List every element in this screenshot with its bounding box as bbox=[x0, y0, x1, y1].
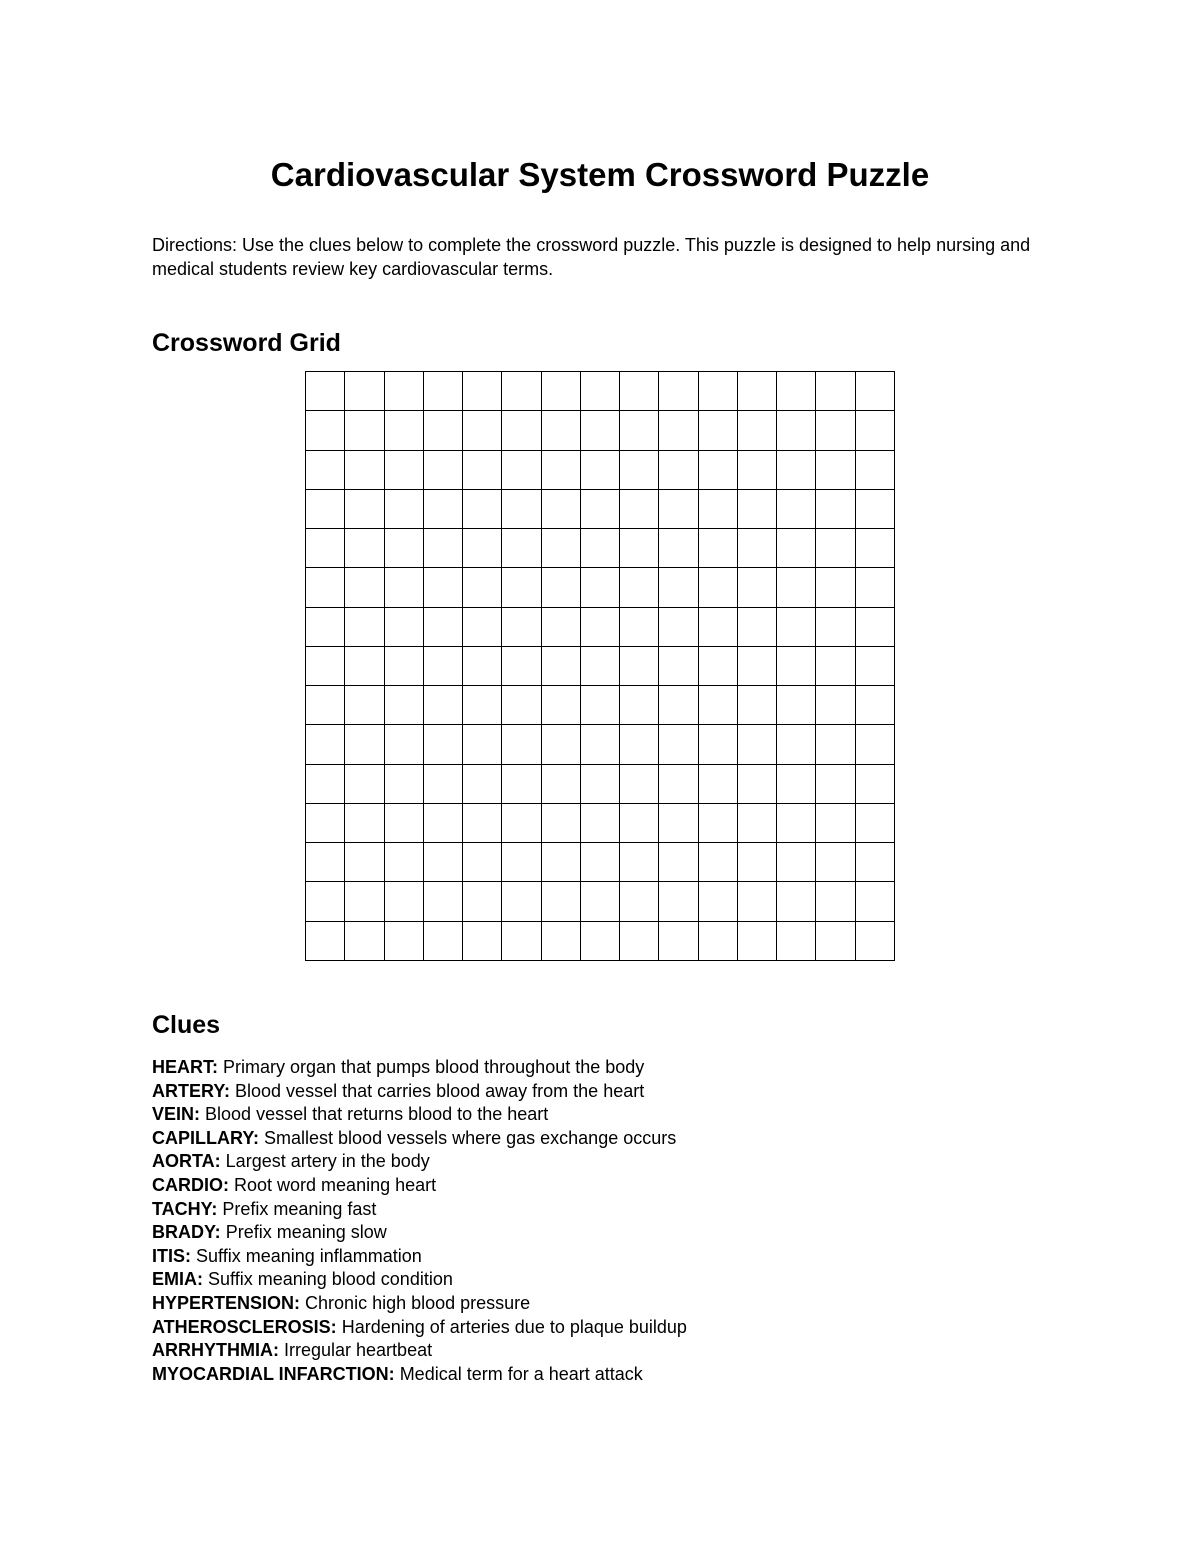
grid-cell[interactable] bbox=[856, 647, 895, 686]
grid-cell[interactable] bbox=[306, 608, 345, 647]
grid-cell[interactable] bbox=[542, 765, 581, 804]
grid-cell[interactable] bbox=[345, 608, 384, 647]
grid-cell[interactable] bbox=[424, 451, 463, 490]
grid-cell[interactable] bbox=[777, 922, 816, 961]
grid-cell[interactable] bbox=[777, 647, 816, 686]
grid-cell[interactable] bbox=[542, 882, 581, 921]
grid-cell[interactable] bbox=[816, 804, 855, 843]
grid-cell[interactable] bbox=[738, 490, 777, 529]
grid-cell[interactable] bbox=[738, 608, 777, 647]
clue-item bbox=[152, 1268, 1052, 1292]
grid-cell[interactable] bbox=[620, 686, 659, 725]
grid-cell[interactable] bbox=[777, 882, 816, 921]
clue-item bbox=[152, 1245, 1052, 1269]
crossword-grid bbox=[305, 371, 895, 961]
grid-cell[interactable] bbox=[620, 843, 659, 882]
grid-cell[interactable] bbox=[502, 411, 541, 450]
grid-cell[interactable] bbox=[816, 882, 855, 921]
grid-cell[interactable] bbox=[659, 372, 698, 411]
grid-cell[interactable] bbox=[306, 725, 345, 764]
grid-cell[interactable] bbox=[738, 843, 777, 882]
clue-term: TACHY: bbox=[152, 1198, 218, 1219]
grid-cell[interactable] bbox=[502, 843, 541, 882]
grid-cell[interactable] bbox=[659, 608, 698, 647]
grid-cell[interactable] bbox=[463, 608, 502, 647]
grid-cell[interactable] bbox=[816, 647, 855, 686]
grid-cell[interactable] bbox=[581, 765, 620, 804]
grid-cell[interactable] bbox=[581, 922, 620, 961]
grid-cell[interactable] bbox=[306, 372, 345, 411]
clue-term: CARDIO: bbox=[152, 1174, 229, 1195]
clue-item bbox=[152, 1103, 1052, 1127]
grid-cell[interactable] bbox=[620, 490, 659, 529]
grid-cell[interactable] bbox=[345, 490, 384, 529]
grid-cell[interactable] bbox=[385, 804, 424, 843]
grid-cell[interactable] bbox=[659, 765, 698, 804]
grid-cell[interactable] bbox=[620, 372, 659, 411]
grid-cell[interactable] bbox=[306, 882, 345, 921]
grid-cell[interactable] bbox=[738, 882, 777, 921]
grid-cell[interactable] bbox=[424, 765, 463, 804]
grid-cell[interactable] bbox=[581, 529, 620, 568]
grid-cell[interactable] bbox=[502, 922, 541, 961]
clue-term: ARTERY: bbox=[152, 1080, 230, 1101]
grid-cell[interactable] bbox=[777, 411, 816, 450]
clue-definition: Prefix meaning slow bbox=[225, 1222, 387, 1243]
grid-cell[interactable] bbox=[306, 804, 345, 843]
grid-cell[interactable] bbox=[659, 490, 698, 529]
grid-cell[interactable] bbox=[777, 843, 816, 882]
grid-cell[interactable] bbox=[620, 882, 659, 921]
grid-cell[interactable] bbox=[777, 765, 816, 804]
clue-definition: Chronic high blood pressure bbox=[305, 1292, 531, 1313]
grid-cell[interactable] bbox=[345, 804, 384, 843]
clue-item bbox=[152, 1198, 1052, 1222]
grid-cell[interactable] bbox=[306, 490, 345, 529]
clue-term: BRADY: bbox=[152, 1222, 221, 1243]
grid-cell[interactable] bbox=[659, 843, 698, 882]
grid-cell[interactable] bbox=[699, 882, 738, 921]
grid-cell[interactable] bbox=[542, 843, 581, 882]
grid-cell[interactable] bbox=[542, 451, 581, 490]
grid-cell[interactable] bbox=[777, 725, 816, 764]
grid-cell[interactable] bbox=[856, 372, 895, 411]
grid-cell[interactable] bbox=[816, 843, 855, 882]
clue-definition: Suffix meaning inflammation bbox=[196, 1245, 422, 1266]
grid-cell[interactable] bbox=[581, 647, 620, 686]
clue-definition: Hardening of arteries due to plaque buildup bbox=[341, 1316, 687, 1337]
clue-term: AORTA: bbox=[152, 1151, 221, 1172]
grid-cell[interactable] bbox=[738, 765, 777, 804]
grid-cell[interactable] bbox=[345, 372, 384, 411]
grid-cell[interactable] bbox=[385, 608, 424, 647]
grid-cell[interactable] bbox=[306, 647, 345, 686]
grid-cell[interactable] bbox=[816, 490, 855, 529]
grid-cell[interactable] bbox=[856, 804, 895, 843]
grid-cell[interactable] bbox=[659, 451, 698, 490]
directions-text: Directions: Use the clues below to complete the crossword puzzle. This puzzle is designed to help nursing and medical students review key cardiovascular terms. bbox=[152, 235, 1031, 279]
grid-cell[interactable] bbox=[345, 725, 384, 764]
grid-cell[interactable] bbox=[502, 529, 541, 568]
grid-cell[interactable] bbox=[424, 804, 463, 843]
grid-cell[interactable] bbox=[463, 529, 502, 568]
grid-heading: Crossword Grid bbox=[152, 329, 341, 357]
grid-cell[interactable] bbox=[738, 647, 777, 686]
clue-term: MYOCARDIAL INFARCTION: bbox=[152, 1363, 395, 1384]
grid-cell[interactable] bbox=[306, 843, 345, 882]
grid-cell[interactable] bbox=[463, 372, 502, 411]
grid-cell[interactable] bbox=[581, 608, 620, 647]
grid-cell[interactable] bbox=[620, 568, 659, 607]
grid-cell[interactable] bbox=[463, 568, 502, 607]
grid-cell[interactable] bbox=[581, 568, 620, 607]
clue-definition: Prefix meaning fast bbox=[222, 1198, 377, 1219]
grid-cell[interactable] bbox=[816, 568, 855, 607]
grid-cell[interactable] bbox=[856, 765, 895, 804]
grid-cell[interactable] bbox=[659, 529, 698, 568]
grid-cell[interactable] bbox=[620, 725, 659, 764]
grid-cell[interactable] bbox=[385, 765, 424, 804]
clue-term: CAPILLARY: bbox=[152, 1127, 259, 1148]
grid-cell[interactable] bbox=[581, 804, 620, 843]
grid-cell[interactable] bbox=[699, 490, 738, 529]
grid-cell[interactable] bbox=[385, 843, 424, 882]
grid-cell[interactable] bbox=[581, 451, 620, 490]
grid-cell[interactable] bbox=[542, 529, 581, 568]
grid-cell[interactable] bbox=[345, 647, 384, 686]
clue-term: ITIS: bbox=[152, 1245, 191, 1266]
clue-item bbox=[152, 1127, 1052, 1151]
grid-cell[interactable] bbox=[463, 411, 502, 450]
grid-cell[interactable] bbox=[542, 725, 581, 764]
grid-cell[interactable] bbox=[659, 804, 698, 843]
grid-cell[interactable] bbox=[777, 490, 816, 529]
grid-cell[interactable] bbox=[699, 765, 738, 804]
grid-cell[interactable] bbox=[816, 922, 855, 961]
grid-cell[interactable] bbox=[856, 922, 895, 961]
grid-cell[interactable] bbox=[542, 411, 581, 450]
grid-cell[interactable] bbox=[385, 568, 424, 607]
grid-cell[interactable] bbox=[738, 411, 777, 450]
clue-term: VEIN: bbox=[152, 1104, 201, 1125]
grid-cell[interactable] bbox=[502, 882, 541, 921]
grid-cell[interactable] bbox=[699, 411, 738, 450]
page-title: Cardiovascular System Crossword Puzzle bbox=[270, 156, 930, 193]
grid-cell[interactable] bbox=[856, 490, 895, 529]
grid-cell[interactable] bbox=[581, 490, 620, 529]
grid-cell[interactable] bbox=[777, 804, 816, 843]
grid-cell[interactable] bbox=[738, 372, 777, 411]
grid-cell[interactable] bbox=[463, 922, 502, 961]
grid-cell[interactable] bbox=[502, 451, 541, 490]
grid-cell[interactable] bbox=[345, 922, 384, 961]
clue-definition: Irregular heartbeat bbox=[284, 1340, 433, 1361]
grid-cell[interactable] bbox=[424, 411, 463, 450]
grid-cell[interactable] bbox=[345, 686, 384, 725]
grid-cell[interactable] bbox=[424, 922, 463, 961]
grid-cell[interactable] bbox=[424, 882, 463, 921]
grid-cell[interactable] bbox=[856, 686, 895, 725]
grid-cell[interactable] bbox=[699, 372, 738, 411]
clue-definition: Smallest blood vessels where gas exchange occurs bbox=[264, 1127, 677, 1148]
grid-cell[interactable] bbox=[385, 686, 424, 725]
clue-item bbox=[152, 1221, 1052, 1245]
grid-cell[interactable] bbox=[699, 804, 738, 843]
grid-cell[interactable] bbox=[345, 882, 384, 921]
grid-cell[interactable] bbox=[345, 765, 384, 804]
grid-cell[interactable] bbox=[424, 647, 463, 686]
grid-cell[interactable] bbox=[502, 372, 541, 411]
grid-cell[interactable] bbox=[620, 608, 659, 647]
grid-cell[interactable] bbox=[620, 922, 659, 961]
grid-cell[interactable] bbox=[581, 843, 620, 882]
grid-cell[interactable] bbox=[502, 686, 541, 725]
grid-cell[interactable] bbox=[816, 686, 855, 725]
grid-cell[interactable] bbox=[856, 529, 895, 568]
grid-cell[interactable] bbox=[777, 608, 816, 647]
grid-cell[interactable] bbox=[542, 568, 581, 607]
grid-cell[interactable] bbox=[385, 922, 424, 961]
grid-cell[interactable] bbox=[699, 725, 738, 764]
grid-cell[interactable] bbox=[738, 686, 777, 725]
grid-cell[interactable] bbox=[738, 922, 777, 961]
grid-cell[interactable] bbox=[385, 725, 424, 764]
grid-cell[interactable] bbox=[542, 372, 581, 411]
grid-cell[interactable] bbox=[856, 882, 895, 921]
grid-cell[interactable] bbox=[620, 765, 659, 804]
clue-definition: Root word meaning heart bbox=[234, 1174, 437, 1195]
grid-cell[interactable] bbox=[620, 804, 659, 843]
clues-heading: Clues bbox=[152, 1011, 221, 1039]
grid-cell[interactable] bbox=[385, 647, 424, 686]
grid-cell[interactable] bbox=[502, 568, 541, 607]
clue-term: HYPERTENSION: bbox=[152, 1292, 301, 1313]
grid-cell[interactable] bbox=[502, 804, 541, 843]
clue-item bbox=[152, 1174, 1052, 1198]
grid-cell[interactable] bbox=[581, 686, 620, 725]
grid-cell[interactable] bbox=[581, 411, 620, 450]
grid-cell[interactable] bbox=[306, 529, 345, 568]
grid-cell[interactable] bbox=[777, 686, 816, 725]
grid-cell[interactable] bbox=[424, 843, 463, 882]
grid-cell[interactable] bbox=[542, 804, 581, 843]
grid-cell[interactable] bbox=[306, 411, 345, 450]
grid-cell[interactable] bbox=[659, 882, 698, 921]
grid-cell[interactable] bbox=[424, 372, 463, 411]
grid-cell[interactable] bbox=[856, 568, 895, 607]
grid-cell[interactable] bbox=[620, 647, 659, 686]
grid-cell[interactable] bbox=[424, 529, 463, 568]
grid-cell[interactable] bbox=[699, 451, 738, 490]
grid-cell[interactable] bbox=[385, 490, 424, 529]
grid-cell[interactable] bbox=[699, 922, 738, 961]
grid-cell[interactable] bbox=[699, 843, 738, 882]
grid-cell[interactable] bbox=[463, 843, 502, 882]
grid-cell[interactable] bbox=[463, 647, 502, 686]
grid-cell[interactable] bbox=[424, 490, 463, 529]
grid-cell[interactable] bbox=[738, 529, 777, 568]
clue-list bbox=[152, 1056, 1052, 1386]
grid-cell[interactable] bbox=[345, 568, 384, 607]
grid-cell[interactable] bbox=[738, 804, 777, 843]
grid-cell[interactable] bbox=[463, 804, 502, 843]
grid-cell[interactable] bbox=[659, 411, 698, 450]
grid-cell[interactable] bbox=[816, 451, 855, 490]
grid-cell[interactable] bbox=[345, 451, 384, 490]
grid-cell[interactable] bbox=[385, 882, 424, 921]
grid-cell[interactable] bbox=[699, 529, 738, 568]
grid-cell[interactable] bbox=[738, 568, 777, 607]
grid-cell[interactable] bbox=[856, 411, 895, 450]
grid-cell[interactable] bbox=[699, 608, 738, 647]
clue-item bbox=[152, 1292, 1052, 1316]
grid-cell[interactable] bbox=[385, 451, 424, 490]
clue-item bbox=[152, 1339, 1052, 1363]
grid-cell[interactable] bbox=[659, 922, 698, 961]
grid-cell[interactable] bbox=[463, 686, 502, 725]
grid-cell[interactable] bbox=[463, 882, 502, 921]
clue-definition: Primary organ that pumps blood throughout the body bbox=[223, 1057, 645, 1077]
grid-cell[interactable] bbox=[345, 411, 384, 450]
clue-term: HEART: bbox=[152, 1057, 218, 1077]
grid-cell[interactable] bbox=[816, 372, 855, 411]
grid-cell[interactable] bbox=[385, 372, 424, 411]
grid-cell[interactable] bbox=[306, 686, 345, 725]
grid-cell[interactable] bbox=[738, 725, 777, 764]
grid-cell[interactable] bbox=[306, 451, 345, 490]
grid-cell[interactable] bbox=[738, 451, 777, 490]
grid-cell[interactable] bbox=[463, 765, 502, 804]
clue-item bbox=[152, 1150, 1052, 1174]
grid-cell[interactable] bbox=[424, 725, 463, 764]
grid-cell[interactable] bbox=[502, 765, 541, 804]
grid-cell[interactable] bbox=[502, 647, 541, 686]
grid-cell[interactable] bbox=[542, 686, 581, 725]
clue-definition: Suffix meaning blood condition bbox=[208, 1269, 453, 1290]
grid-cell[interactable] bbox=[816, 608, 855, 647]
grid-cell[interactable] bbox=[777, 529, 816, 568]
grid-cell[interactable] bbox=[699, 568, 738, 607]
grid-cell[interactable] bbox=[463, 725, 502, 764]
grid-cell[interactable] bbox=[306, 568, 345, 607]
grid-cell[interactable] bbox=[777, 568, 816, 607]
grid-cell[interactable] bbox=[424, 686, 463, 725]
grid-cell[interactable] bbox=[502, 725, 541, 764]
grid-cell[interactable] bbox=[777, 451, 816, 490]
grid-cell[interactable] bbox=[542, 608, 581, 647]
grid-cell[interactable] bbox=[306, 765, 345, 804]
grid-cell[interactable] bbox=[816, 529, 855, 568]
grid-cell[interactable] bbox=[856, 451, 895, 490]
grid-cell[interactable] bbox=[699, 647, 738, 686]
grid-cell[interactable] bbox=[777, 372, 816, 411]
clue-definition: Medical term for a heart attack bbox=[399, 1363, 643, 1384]
grid-cell[interactable] bbox=[542, 490, 581, 529]
grid-cell[interactable] bbox=[345, 529, 384, 568]
grid-cell[interactable] bbox=[463, 490, 502, 529]
grid-cell[interactable] bbox=[816, 411, 855, 450]
grid-cell[interactable] bbox=[620, 529, 659, 568]
grid-cell[interactable] bbox=[385, 411, 424, 450]
grid-cell[interactable] bbox=[816, 725, 855, 764]
grid-cell[interactable] bbox=[502, 490, 541, 529]
grid-cell[interactable] bbox=[699, 686, 738, 725]
clue-definition: Blood vessel that returns blood to the heart bbox=[205, 1104, 549, 1125]
grid-cell[interactable] bbox=[659, 725, 698, 764]
grid-cell[interactable] bbox=[856, 725, 895, 764]
grid-cell[interactable] bbox=[620, 451, 659, 490]
clue-definition: Largest artery in the body bbox=[225, 1151, 430, 1172]
clue-definition: Blood vessel that carries blood away from the heart bbox=[235, 1080, 645, 1101]
grid-cell[interactable] bbox=[424, 608, 463, 647]
grid-cell[interactable] bbox=[424, 568, 463, 607]
grid-cell[interactable] bbox=[385, 529, 424, 568]
clue-item bbox=[152, 1316, 1052, 1340]
clue-term: ATHEROSCLEROSIS: bbox=[152, 1316, 337, 1337]
clue-item bbox=[152, 1080, 1052, 1104]
clue-term: EMIA: bbox=[152, 1269, 203, 1290]
grid-cell[interactable] bbox=[856, 843, 895, 882]
grid-cell[interactable] bbox=[502, 608, 541, 647]
grid-cell[interactable] bbox=[306, 922, 345, 961]
grid-cell[interactable] bbox=[659, 686, 698, 725]
clue-item bbox=[152, 1056, 1052, 1080]
grid-cell[interactable] bbox=[581, 725, 620, 764]
clue-item bbox=[152, 1363, 1052, 1387]
grid-cell[interactable] bbox=[659, 568, 698, 607]
grid-cell[interactable] bbox=[620, 411, 659, 450]
grid-cell[interactable] bbox=[345, 843, 384, 882]
grid-cell[interactable] bbox=[581, 372, 620, 411]
grid-cell[interactable] bbox=[463, 451, 502, 490]
clue-term: ARRHYTHMIA: bbox=[152, 1340, 279, 1361]
grid-cell[interactable] bbox=[659, 647, 698, 686]
grid-cell[interactable] bbox=[856, 608, 895, 647]
grid-cell[interactable] bbox=[542, 922, 581, 961]
grid-cell[interactable] bbox=[581, 882, 620, 921]
grid-cell[interactable] bbox=[816, 765, 855, 804]
grid-cell[interactable] bbox=[542, 647, 581, 686]
